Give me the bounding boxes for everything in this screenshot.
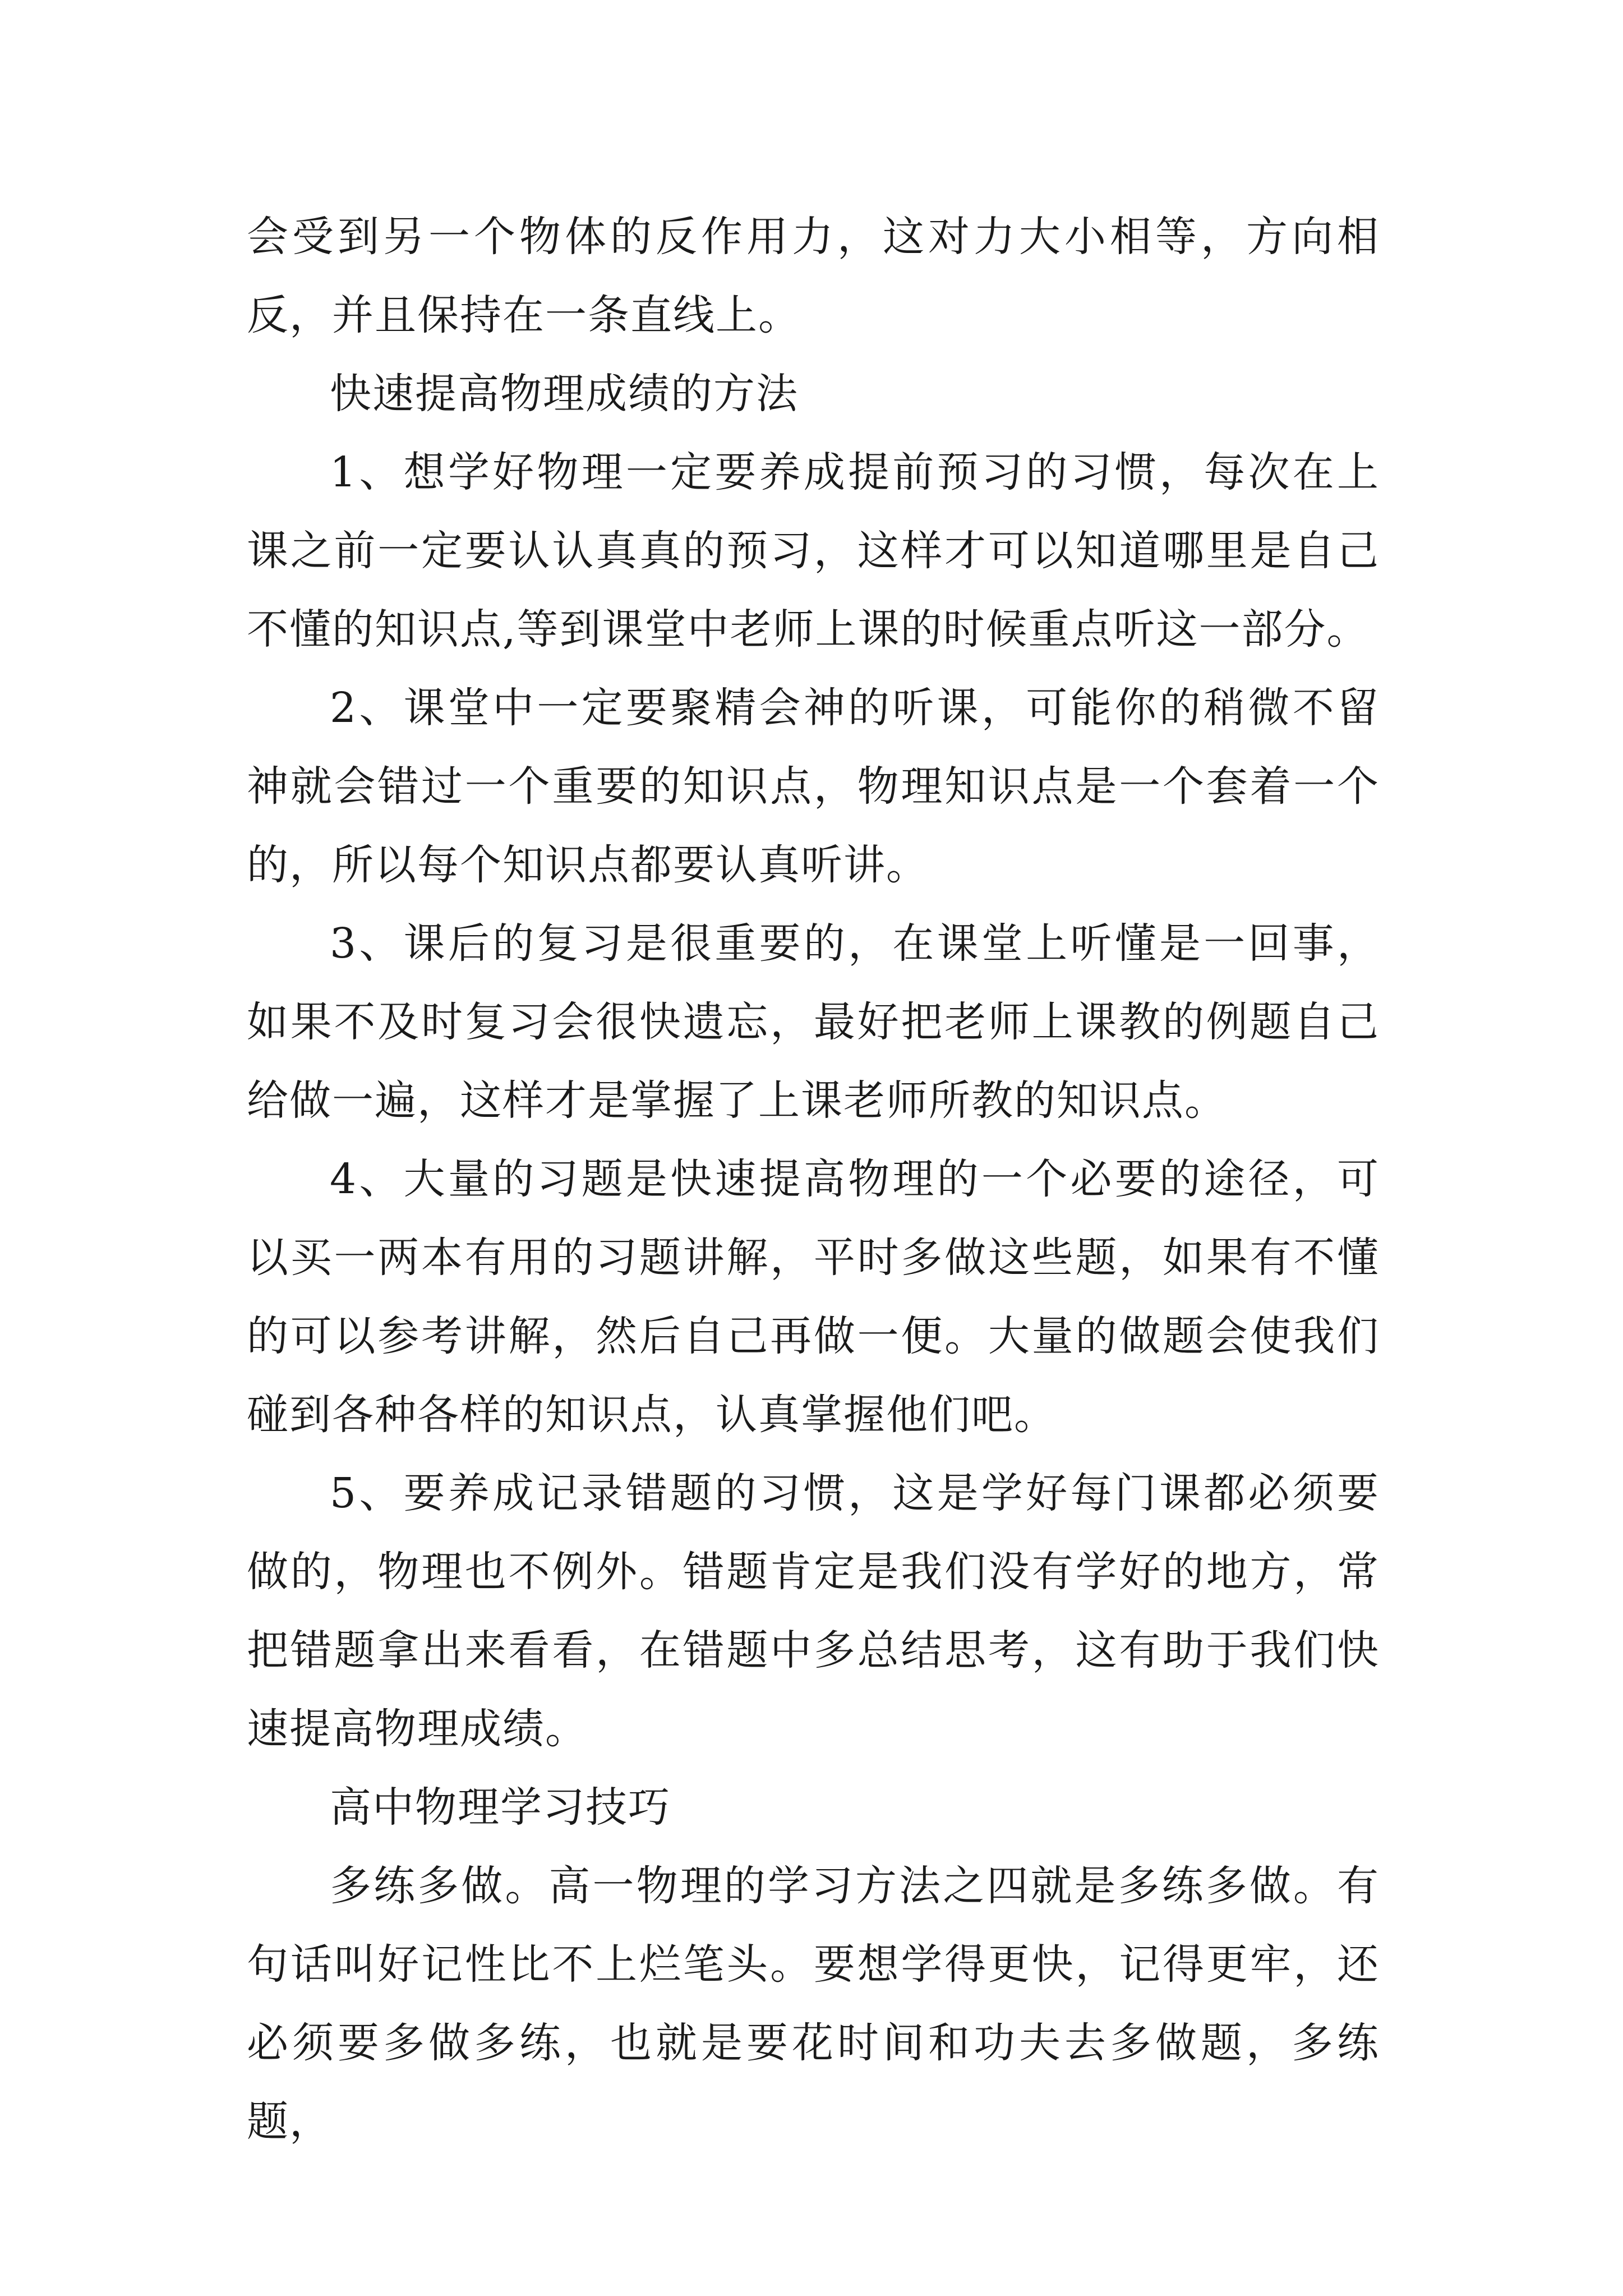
section-heading-fast-improve: 快速提高物理成绩的方法	[330, 370, 799, 418]
paragraph-tip-4: 4、大量的习题是快速提高物理的一个必要的途径，可以买一两本有用的习题讲解，平时多做这些题，如果有不懂的可以参考讲解，然后自己再做一便。大量的做题会使我们碰到各种各样的知识点，认真掌握他们吧。	[247, 1155, 1380, 1439]
paragraph-tip-1: 1、想学好物理一定要养成提前预习的习惯，每次在上课之前一定要认认真真的预习，这样才可以知道哪里是自己不懂的知识点,等到课堂中老师上课的时候重点听这一部分。	[247, 448, 1380, 654]
paragraph-tip-2: 2、课堂中一定要聚精会神的听课，可能你的稍微不留神就会错过一个重要的知识点，物理知识点是一个套着一个的，所以每个知识点都要认真听讲。	[247, 684, 1380, 889]
section-heading-study-skills: 高中物理学习技巧	[330, 1783, 671, 1832]
paragraph-tip-3: 3、课后的复习是很重要的，在课堂上听懂是一回事，如果不及时复习会很快遗忘，最好把老师上课教的例题自己给做一遍，这样才是掌握了上课老师所教的知识点。	[247, 919, 1380, 1125]
paragraph-continuation: 会受到另一个物体的反作用力，这对力大小相等，方向相反，并且保持在一条直线上。	[247, 213, 1380, 339]
paragraph-tip-5: 5、要养成记录错题的习惯，这是学好每门课都必须要做的，物理也不例外。错题肯定是我们没有学好的地方，常把错题拿出来看看，在错题中多总结思考，这有助于我们快速提高物理成绩。	[247, 1469, 1380, 1753]
paragraph-practice-more: 多练多做。高一物理的学习方法之四就是多练多做。有句话叫好记性比不上烂笔头。要想学得更快，记得更牢，还必须要多做多练，也就是要花时间和功夫去多做题，多练题，	[247, 1862, 1380, 2146]
document-body	[247, 197, 1380, 2161]
